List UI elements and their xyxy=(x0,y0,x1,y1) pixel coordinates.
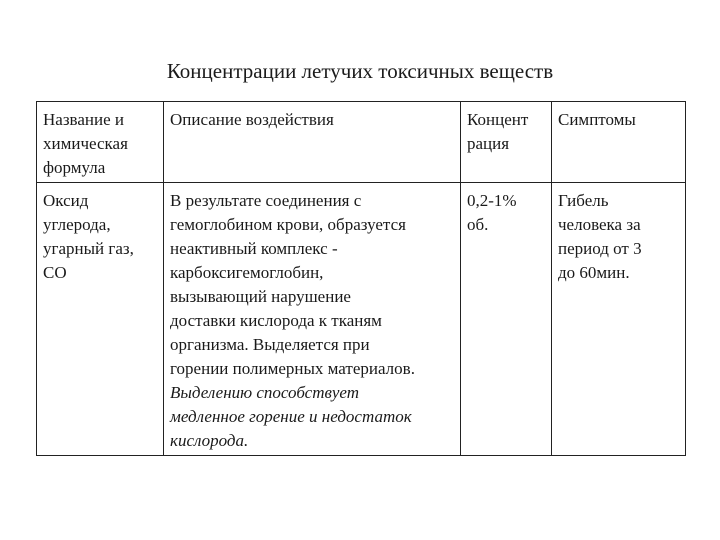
header-name-formula: Название и химическая формула xyxy=(37,102,164,183)
cell-substance-name: Оксид углерода, угарный газ, СО xyxy=(37,183,164,456)
table-header-row xyxy=(37,102,686,183)
header-symptoms: Симптомы xyxy=(552,102,686,183)
description-line: гемоглобином крови, образуется xyxy=(170,215,406,234)
description-line: карбоксигемоглобин, xyxy=(170,263,324,282)
description-line: вызывающий нарушение xyxy=(170,287,351,306)
cell-symptoms: Гибель человека за период от 3 до 60мин. xyxy=(552,183,686,456)
description-line: В результате соединения с xyxy=(170,191,362,210)
description-italic-line: Выделению способствует xyxy=(170,383,359,402)
table-row xyxy=(37,183,686,456)
description-line: доставки кислорода к тканям xyxy=(170,311,382,330)
header-description: Описание воздействия xyxy=(164,102,461,183)
page-title: Концентрации летучих токсичных веществ xyxy=(166,59,554,83)
toxic-substances-table xyxy=(36,101,686,456)
description-line: горении полимерных материалов. xyxy=(170,359,415,378)
description-italic-line: кислорода. xyxy=(170,431,249,450)
description-italic-line: медленное горение и недостаток xyxy=(170,407,412,426)
cell-concentration: 0,2-1% об. xyxy=(461,183,552,456)
header-concentration: Концент рация xyxy=(461,102,552,183)
description-line: неактивный комплекс - xyxy=(170,239,338,258)
description-line: организма. Выделяется при xyxy=(170,335,370,354)
cell-description xyxy=(164,183,461,456)
